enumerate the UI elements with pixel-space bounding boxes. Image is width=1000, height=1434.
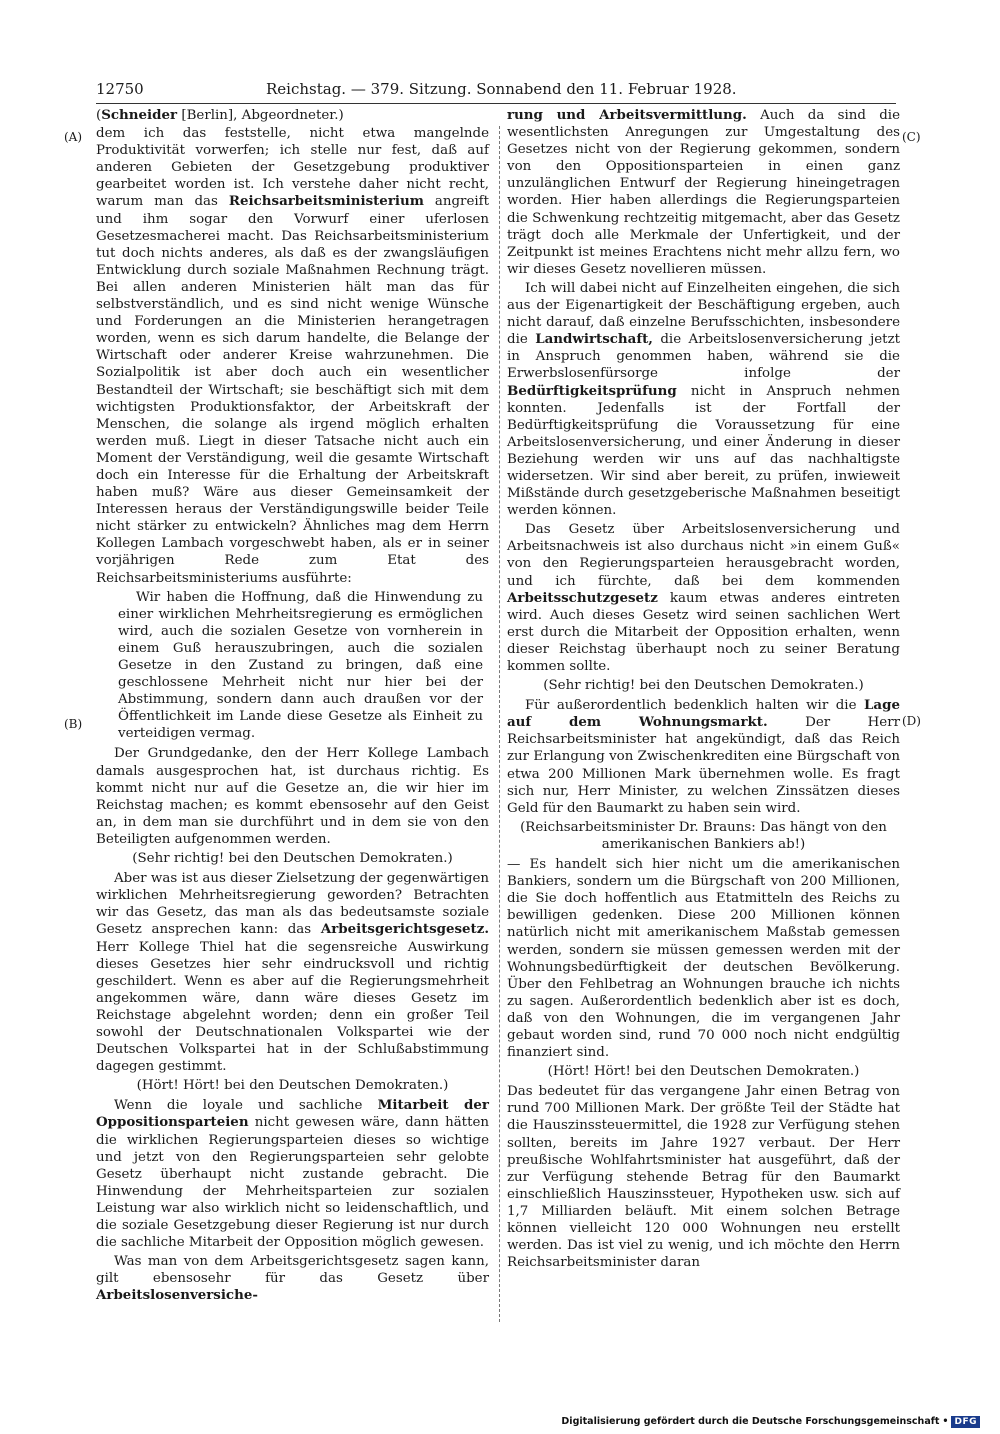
text-run: Ich will dabei nicht auf Einzelheiten eingehen, die sich aus der Eigenartigkeit der Beschäftigung ergeben, auch nicht darauf, daß einzelne Berufsschichten, insbesondere die bbox=[507, 280, 900, 348]
paragraph bbox=[96, 1253, 489, 1304]
footer bbox=[561, 1416, 980, 1428]
interjection: (Reichsarbeitsminister Dr. Brauns: Das hängt von den amerikanischen Bankiers ab!) bbox=[520, 819, 887, 852]
emphasis-term: Arbeitslosenversiche- bbox=[96, 1287, 258, 1304]
text-run: Auch da sind die wesentlichsten Anregungen zur Umgestaltung des Gesetzes nicht von der Regierung gekommen, sondern von den Oppositionsparteien in einen ganz unzulänglichen Entwurf der Regierung hineingetragen worden. Hier haben allerdings die Regierungsparteien die Schwenkung rechtzeitig mitgemacht, aber das Gesetz trägt doch alle Merkmale der Unfertigkeit, und der Zeitpunkt ist meines Erachtens nicht mehr allzu fern, wo wir dieses Gesetz novellieren müssen. bbox=[507, 108, 900, 277]
emphasis-term: Mitarbeit der Oppositionsparteien bbox=[96, 1097, 489, 1131]
margin-mark-b: (B) bbox=[64, 717, 83, 731]
text-run: Für außerordentlich bedenklich halten wir die bbox=[525, 698, 865, 714]
margin-mark-d: (D) bbox=[902, 714, 921, 728]
text-run: angreift und ihm sogar den Vorwurf einer uferlosen Gesetzesmacherei macht. Das Reichsarbeitsministerium tut doch nichts anderes, als daß es der zwangsläufigen Entwicklung durch soziale Maßnahmen Rechnung trägt. Bei allen anderen Ministerien hält man das für selbstverständlich, und es sind nicht wenige Wünsche und Forderungen an die Ministerien herangetragen worden, wenn es sich darum handelte, die Belange der Wirtschaft oder anderer Kreise wahrzunehmen. Die Sozialpolitik ist aber doch auch ein wesentlicher Bestandteil der Wirtschaft; sie beschäftigt sich mit dem wichtigsten Produktionsfaktor, der Arbeitskraft der Menschen, die solange als irgend möglich erhalten werden muß. Liegt in dieser Tatsache nicht auch ein Moment der Verständigung, weil die gesamte Wirtschaft doch ein Interesse für die Erhaltung der Arbeitskraft haben muß? Wäre aus dieser Gemeinsamkeit der Interessen heraus der Verständigungswille beider Teile nicht stärker zu entwickeln? Ähnliches mag dem Herrn Kollegen Lambach vorgeschwebt haben, als er in seiner vorjährigen Rede zum Etat des Reichsarbeitsministeriums ausführte: bbox=[96, 194, 489, 586]
interjection: (Hört! Hört! bei den Deutschen Demokraten.) bbox=[547, 1064, 860, 1080]
interjection: (Sehr richtig! bei den Deutschen Demokraten.) bbox=[132, 851, 453, 867]
running-title: Reichstag. — 379. Sitzung. Sonnabend den 11. Februar 1928. bbox=[266, 80, 737, 98]
footer-separator: • bbox=[942, 1416, 949, 1427]
margin-mark-a: (A) bbox=[64, 130, 83, 144]
emphasis-term: Landwirtschaft, bbox=[535, 331, 653, 348]
emphasis-term: Bedürftigkeitsprüfung bbox=[507, 382, 677, 399]
paragraph: — Es handelt sich hier nicht um die amerikanischen Bankiers, sondern um die Bürgschaft von 200 Millionen, die Sie doch hoffentlich aus Etatmitteln des Reichs zu bewilligen gedenken. Diese 200 Millionen können natürlich nicht mit amerikanischem Maßstab gemessen werden, sondern sie müssen gemessen werden mit der Wohnungsbedürftigkeit der deutschen Bevölkerung. Über den Fehlbetrag an Wohnungen brauche ich nichts zu sagen. Außerordentlich bedenklich aber ist es doch, daß von den Wohnungen, die im vergangenen Jahr gebaut worden sind, rund 70 000 noch nicht endgültig finanziert sind. bbox=[507, 857, 900, 1061]
text-run: nicht in Anspruch nehmen konnten. Jedenfalls ist der Fortfall der Bedürftigkeitsprüfung die Voraussetzung für eine Arbeitslosenversicherung, und einer Änderung in dieser Beziehung werden wir uns auf das nachhaltigste widersetzen. Wir sind aber bereit, zu prüfen, inwieweit Mißstände durch gesetzgeberische Maßnahmen beseitigt werden können. bbox=[507, 383, 900, 519]
paragraph: Der Grundgedanke, den der Herr Kollege Lambach damals ausgesprochen hat, ist durchaus richtig. Es kommt nicht nur auf die Gesetze an, die wir hier im Reichstag machen; es kommt ebensosehr auf den Geist an, in dem man sie durchführt und in dem sie von den Beteiligten aufgenommen werden. bbox=[96, 746, 489, 847]
page-number: 12750 bbox=[96, 80, 144, 98]
quotation bbox=[118, 589, 483, 743]
emphasis-term: rung und Arbeitsvermittlung. bbox=[507, 107, 747, 123]
text-run: kaum etwas anderes eintreten wird. Auch dieses Gesetz wird seinen sachlichen Wert erst durch die Mitarbeit der Opposition erhalten, wenn dieser Reichstag überhaupt noch zu seiner Beratung kommen sollte. bbox=[507, 590, 900, 674]
speaker-line: (Schneider [Berlin], Abgeordneter.) bbox=[96, 107, 344, 123]
emphasis-term: Arbeitsgerichtsgesetz. bbox=[320, 921, 489, 938]
text-run: Aber was ist aus dieser Zielsetzung der gegenwärtigen wirklichen Mehrheitsregierung geworden? Betrachten wir das Gesetz, das man als das bedeutsamste soziale Gesetz ansprechen kann: das bbox=[96, 871, 489, 938]
header-rule bbox=[96, 103, 896, 104]
paragraph bbox=[507, 521, 900, 675]
paragraph: Das bedeutet für das vergangene Jahr einen Betrag von rund 700 Millionen Mark. Der größte Teil der Städte hat die Hauszinssteuermittel, die 1928 zur Verfügung stehen sollten, bereits im Jahre 1927 verbaut. Der Herr preußische Wohlfahrtsminister hat ausgeführt, daß der zur Verfügung stehende Betrag für den Baumarkt einschließlich Hauszinssteuer, Hypotheken usw. sich auf 1,7 Milliarden beläuft. Mit einem solchen Betrage können vielleicht 120 000 Wohnungen neu erstellt werden. Das ist viel zu wenig, und ich möchte den Herrn Reichsarbeitsminister daran bbox=[507, 1084, 900, 1271]
speaker-name: Schneider bbox=[101, 107, 178, 123]
text-run: die Arbeitslosenversicherung jetzt in Anspruch genommen haben, während sie die Erwerbslosenfürsorge infolge der bbox=[507, 332, 900, 382]
dfg-logo: DFG bbox=[951, 1416, 980, 1428]
column-divider bbox=[499, 126, 500, 1322]
text-run: Wenn die loyale und sachliche bbox=[114, 1098, 378, 1114]
margin-mark-c: (C) bbox=[902, 130, 921, 144]
text-run: dem ich das feststelle, nicht etwa mangelnde Produktivität vorwerfen; ich stelle nur fest, daß auf anderen Gebieten der Gesetzgebung produktiver gearbeitet worden ist. Ich verstehe daher nicht recht, warum man das bbox=[96, 126, 489, 210]
text-run: Das Gesetz über Arbeitslosenversicherung und Arbeitsnachweis ist also durchaus nicht »in einem Guß« von den Regierungsparteien herausgebracht worden, und ich fürchte, daß bei dem kommenden bbox=[507, 522, 900, 589]
text-run: Was man von dem Arbeitsgerichtsgesetz sagen kann, gilt ebensosehr für das Gesetz über bbox=[96, 1254, 489, 1287]
paragraph bbox=[96, 870, 489, 1075]
text-run: Der Herr Reichsarbeitsminister hat angekündigt, daß das Reich zur Erlangung von Zwischenkrediten eine Bürgschaft von etwa 200 Millionen Mark übernehmen wolle. Es fragt sich nur, Herr Minister, zu welchen Zinssätzen dieses Geld für den Baumarkt zu haben sein wird. bbox=[507, 715, 900, 816]
left-column bbox=[96, 107, 489, 1306]
emphasis-term: Reichsarbeitsministerium bbox=[228, 193, 424, 210]
paragraph bbox=[507, 697, 900, 817]
quotation-text: Wir haben die Hoffnung, daß die Hinwendung zu einer wirklichen Mehrheitsregierung es ermöglichen wird, auch die sozialen Gesetze von vornherein in einem Guß herauszubringen, auch die sozialen Gesetze in den Zustand zu bringen, daß eine geschlossene Mehrheit nicht nur hier bei der Abstimmung, sondern dann auch draußen vor der Öffentlichkeit im Lande diese Gesetze als Einheit zu verteidigen vermag. bbox=[118, 589, 483, 742]
paragraph bbox=[507, 107, 900, 278]
speaker-affiliation: [Berlin], Abgeordneter.) bbox=[181, 108, 344, 123]
text-run: Herr Kollege Thiel hat die segensreiche Auswirkung dieses Gesetzes hier sehr eindrucksvoll und richtig geschildert. Wenn es aber auf die Regierungsmehrheit angekommen wäre, dann wäre dieses Gesetz im Reichstage abgelehnt worden; denn ein großer Teil sowohl der Deutschnationalen Volkspartei wie der Deutschen Volkspartei hat in der Schlußabstimmung dagegen gestimmt. bbox=[96, 939, 489, 1075]
footer-credit: Digitalisierung gefördert durch die Deutsche Forschungsgemeinschaft bbox=[561, 1416, 940, 1427]
paragraph bbox=[96, 1097, 489, 1251]
interjection: (Hört! Hört! bei den Deutschen Demokraten.) bbox=[136, 1078, 449, 1094]
paragraph bbox=[96, 125, 489, 587]
paragraph bbox=[507, 280, 900, 519]
interjection: (Sehr richtig! bei den Deutschen Demokraten.) bbox=[543, 678, 864, 694]
text-run: nicht gewesen wäre, dann hätten die wirklichen Regierungsparteien dieses so wichtige und jetzt von den Regierungsparteien sehr gelobte Gesetz überhaupt nicht zustande gebracht. Die Hinwendung der Mehrheitsparteien zur sozialen Leistung war also wirklich nicht so leidenschaftlich, und die soziale Gesetzgebung dieser Regierung ist nur durch die sachliche Mitarbeit der Opposition möglich gewesen. bbox=[96, 1115, 489, 1251]
page-header bbox=[96, 78, 896, 100]
emphasis-term: Arbeitsschutzgesetz bbox=[507, 589, 658, 606]
right-column bbox=[507, 107, 900, 1273]
emphasis-term: Lage auf dem Wohnungsmarkt. bbox=[507, 697, 900, 731]
